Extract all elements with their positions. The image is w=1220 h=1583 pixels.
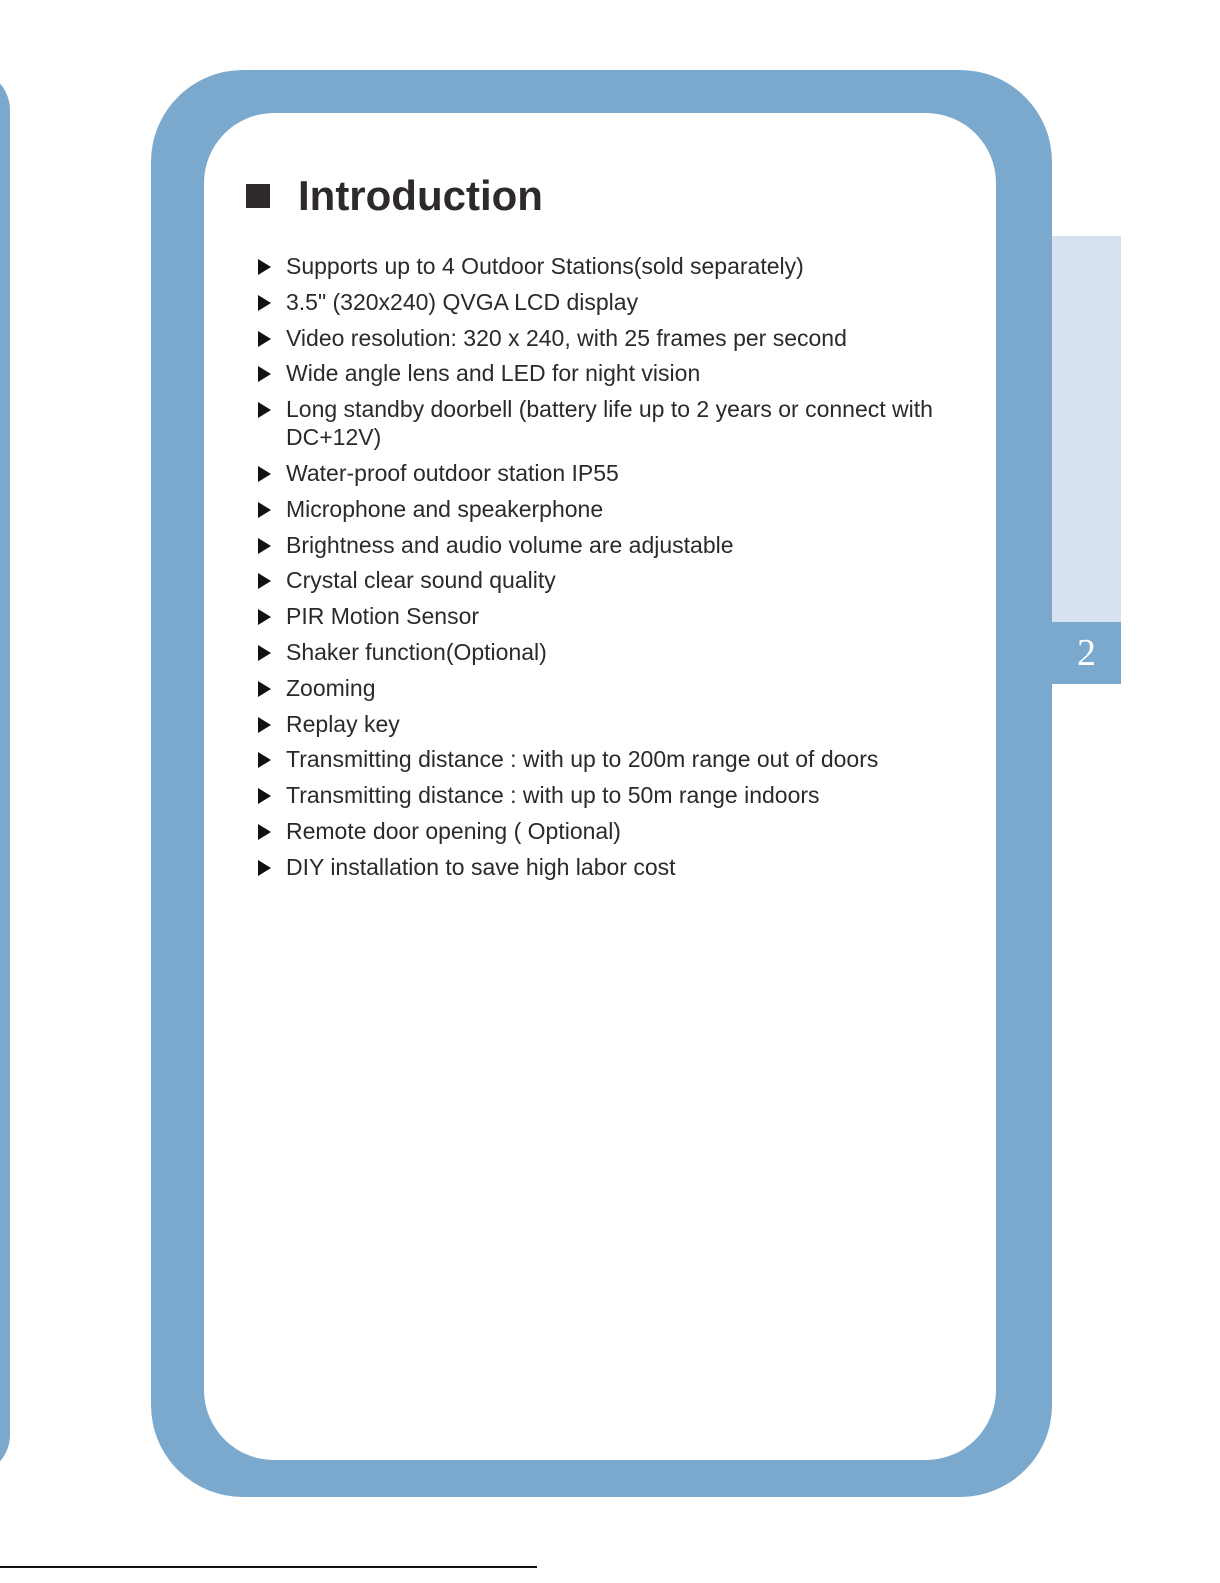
bottom-rule bbox=[0, 1566, 537, 1568]
feature-text: PIR Motion Sensor bbox=[286, 603, 480, 630]
list-item bbox=[256, 710, 956, 738]
feature-text: Crystal clear sound quality bbox=[286, 567, 556, 594]
list-item bbox=[256, 459, 956, 487]
feature-text: Transmitting distance : with up to 200m range out of doors bbox=[286, 746, 879, 773]
list-item bbox=[256, 602, 956, 630]
triangle-bullet-icon bbox=[258, 366, 271, 382]
triangle-bullet-icon bbox=[258, 681, 271, 697]
feature-text: Supports up to 4 Outdoor Stations(sold separately) bbox=[286, 253, 804, 279]
triangle-bullet-icon bbox=[258, 717, 271, 733]
triangle-bullet-icon bbox=[258, 788, 271, 804]
feature-text: Replay key bbox=[286, 710, 400, 737]
triangle-bullet-icon bbox=[258, 645, 271, 661]
triangle-bullet-icon bbox=[258, 295, 271, 311]
feature-text: Video resolution: 320 x 240, with 25 frames per second bbox=[286, 324, 847, 351]
feature-text: Water-proof outdoor station IP55 bbox=[286, 459, 619, 486]
previous-page-edge bbox=[0, 70, 10, 1475]
side-tab bbox=[1052, 236, 1121, 622]
list-item bbox=[256, 252, 956, 280]
section-heading bbox=[246, 168, 543, 224]
page-number: 2 bbox=[1077, 632, 1096, 674]
triangle-bullet-icon bbox=[258, 331, 271, 347]
list-item bbox=[256, 674, 956, 702]
list-item bbox=[256, 566, 956, 594]
triangle-bullet-icon bbox=[258, 402, 271, 418]
feature-text: Remote door opening ( Optional) bbox=[286, 817, 621, 844]
triangle-bullet-icon bbox=[258, 259, 271, 275]
triangle-bullet-icon bbox=[258, 752, 271, 768]
feature-list bbox=[256, 252, 956, 889]
list-item bbox=[256, 781, 956, 809]
list-item bbox=[256, 495, 956, 523]
triangle-bullet-icon bbox=[258, 860, 271, 876]
feature-text: DIY installation to save high labor cost bbox=[286, 853, 676, 880]
list-item bbox=[256, 817, 956, 845]
square-bullet-icon bbox=[246, 184, 270, 208]
triangle-bullet-icon bbox=[258, 502, 271, 518]
list-item bbox=[256, 288, 956, 316]
triangle-bullet-icon bbox=[258, 609, 271, 625]
list-item bbox=[256, 745, 956, 773]
triangle-bullet-icon bbox=[258, 466, 271, 482]
triangle-bullet-icon bbox=[258, 573, 271, 589]
list-item bbox=[256, 324, 956, 352]
triangle-bullet-icon bbox=[258, 824, 271, 840]
list-item bbox=[256, 638, 956, 666]
feature-text: Microphone and speakerphone bbox=[286, 495, 604, 522]
feature-text: Zooming bbox=[286, 674, 376, 701]
feature-text: 3.5" (320x240) QVGA LCD display bbox=[286, 288, 639, 315]
list-item bbox=[256, 853, 956, 881]
feature-text: Long standby doorbell (battery life up to 2 years or connect with DC+12V) bbox=[286, 396, 933, 451]
triangle-bullet-icon bbox=[258, 538, 271, 554]
section-title: Introduction bbox=[298, 172, 543, 219]
feature-text: Shaker function(Optional) bbox=[286, 638, 547, 665]
feature-text: Transmitting distance : with up to 50m range indoors bbox=[286, 782, 820, 809]
page-number-tab bbox=[1052, 622, 1121, 684]
list-item bbox=[256, 359, 956, 387]
feature-text: Brightness and audio volume are adjustable bbox=[286, 531, 734, 558]
list-item bbox=[256, 395, 956, 451]
list-item bbox=[256, 531, 956, 559]
feature-text: Wide angle lens and LED for night vision bbox=[286, 360, 701, 387]
